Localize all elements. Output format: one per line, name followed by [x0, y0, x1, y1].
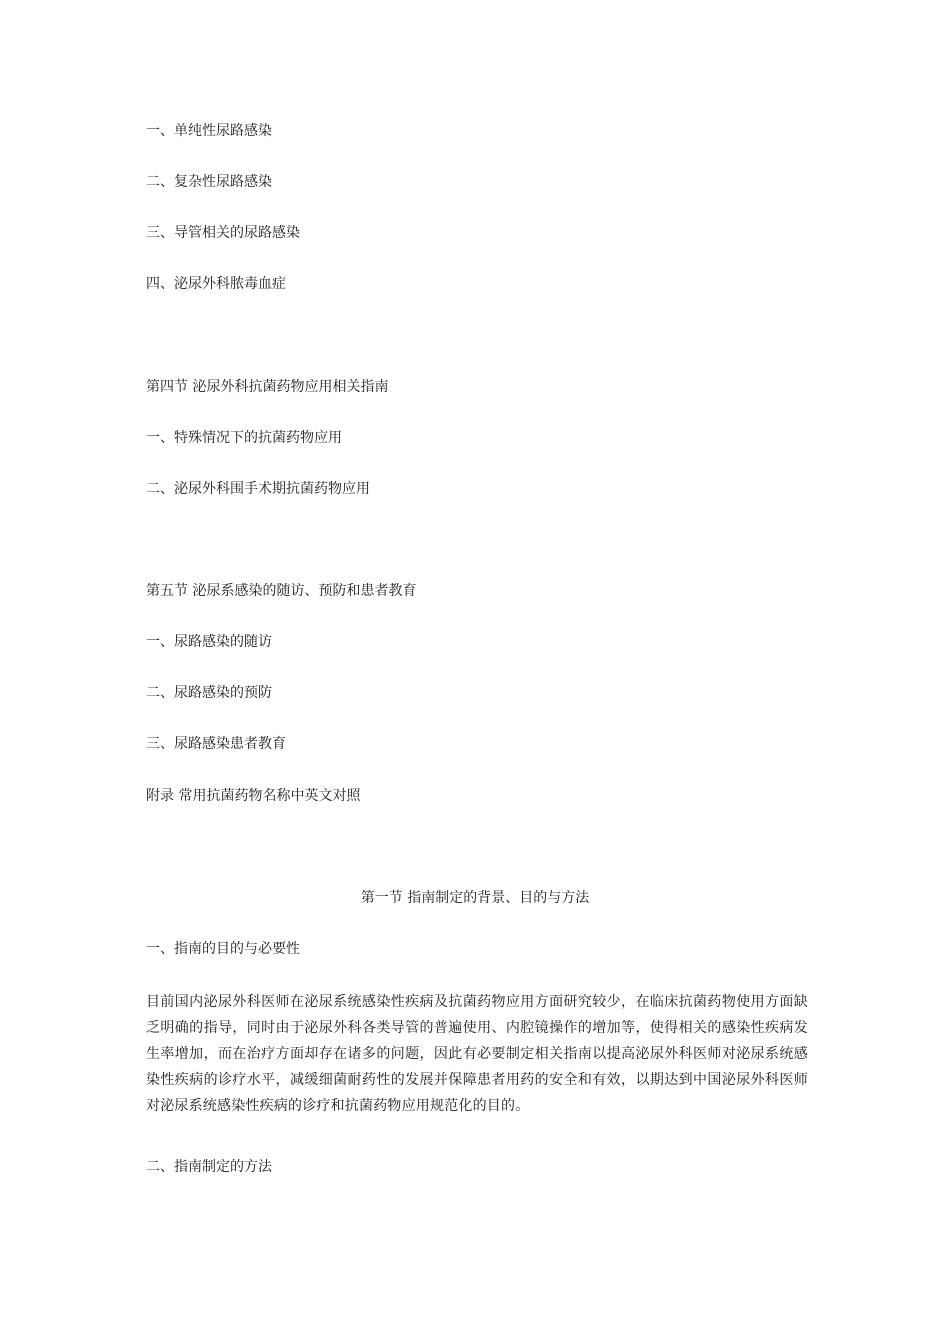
- toc-item-complicated-uti: 二、复杂性尿路感染: [146, 174, 272, 190]
- toc-section-5-title: 第五节 泌尿系感染的随访、预防和患者教育: [146, 583, 417, 599]
- toc-item-special-cases: 一、特殊情况下的抗菌药物应用: [146, 430, 342, 446]
- toc-item-patient-education: 三、尿路感染患者教育: [146, 736, 286, 752]
- body-paragraph: 目前国内泌尿外科医师在泌尿系统感染性疾病及抗菌药物应用方面研究较少，在临床抗菌药物使用方面缺乏明确的指导，同时由于泌尿外科各类导管的普遍使用、内腔镜操作的增加等，使得相关的感染性疾病发生率增加，而在治疗方面却存在诸多的问题，因此有必要制定相关指南以提高泌尿外科医师对泌尿系统感染性疾病的诊疗水平，减缓细菌耐药性的发展并保障患者用药的安全和有效，以期达到中国泌尿外科医师对泌尿系统感染性疾病的诊疗和抗菌药物应用规范化的目的。: [146, 994, 808, 1114]
- section-1-title: 第一节 指南制定的背景、目的与方法: [360, 890, 590, 906]
- toc-item-catheter-uti: 三、导管相关的尿路感染: [146, 225, 300, 241]
- toc-item-urosepsis: 四、泌尿外科脓毒血症: [146, 276, 286, 292]
- toc-section-4-title: 第四节 泌尿外科抗菌药物应用相关指南: [146, 379, 389, 395]
- toc-item-prevention: 二、尿路感染的预防: [146, 685, 272, 701]
- toc-item-followup: 一、尿路感染的随访: [146, 634, 272, 650]
- toc-appendix: 附录 常用抗菌药物名称中英文对照: [146, 788, 361, 804]
- toc-item-uncomplicated-uti: 一、单纯性尿路感染: [146, 123, 272, 139]
- subsection-purpose: 一、指南的目的与必要性: [146, 941, 300, 957]
- subsection-method: 二、指南制定的方法: [146, 1159, 272, 1175]
- toc-item-perioperative: 二、泌尿外科围手术期抗菌药物应用: [146, 481, 370, 497]
